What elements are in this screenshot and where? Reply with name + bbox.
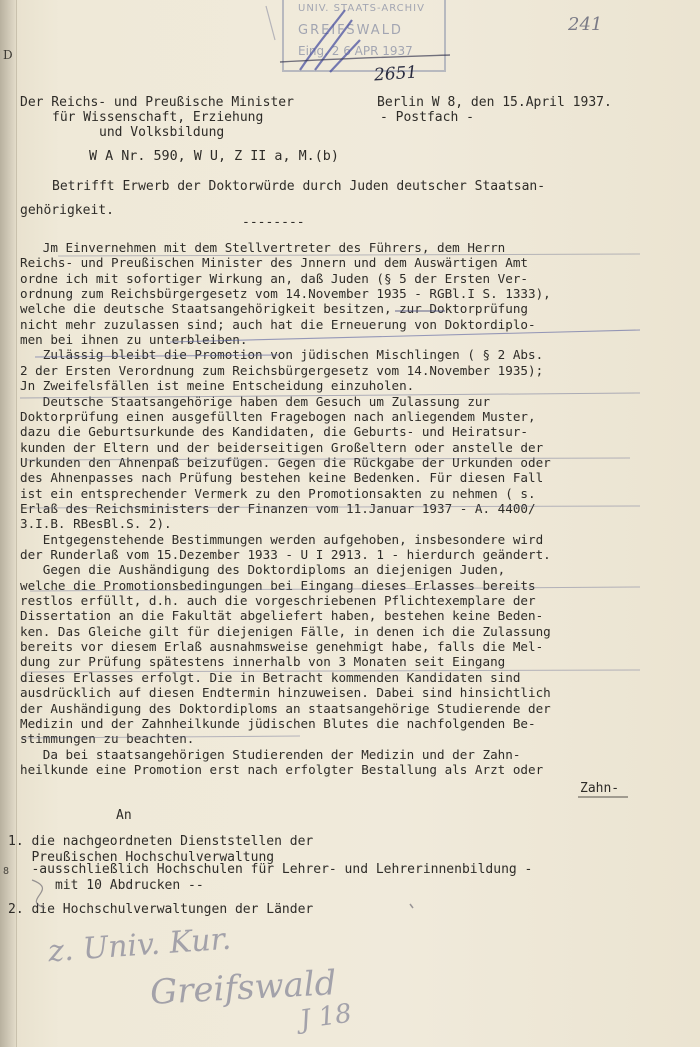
- body-line: Gegen die Aushändigung des Doktordiploms an diejenigen Juden,: [20, 562, 506, 578]
- entry-number: 2651: [373, 62, 418, 86]
- body-line: 2 der Ersten Verordnung zum Reichsbürgergesetz vom 14.November 1935);: [20, 362, 544, 378]
- body-line: des Ahnenpasses nach Prüfung bestehen keine Bedenken. Für diesen Fall: [20, 470, 544, 486]
- body-line: ken. Das Gleiche gilt für diejenigen Fälle, in denen ich die Zulassung: [20, 623, 551, 639]
- body-line: Da bei staatsangehörigen Studierenden der Medizin und der Zahn-: [20, 746, 521, 762]
- body-line: Urkunden den Ahnenpaß beizufügen. Gegen die Rückgabe der Urkunden oder: [20, 454, 551, 470]
- margin-letter: D: [3, 48, 13, 62]
- margin-note: 8: [3, 866, 10, 877]
- body-line: Erlaß des Reichsministers der Finanzen vom 11.Januar 1937 - A. 4400/: [20, 500, 536, 516]
- body-line: dieses Erlasses erfolgt. Die in Betracht kommenden Kandidaten sind: [20, 669, 521, 685]
- body-line: nicht mehr zuzulassen sind; auch hat die Erneuerung von Doktordiplo-: [20, 316, 536, 332]
- body-line: ausdrücklich auf diesen Endtermin hinzuweisen. Dabei sind hinsichtlich: [20, 685, 551, 701]
- body-line: ordne ich mit sofortiger Wirkung an, daß Juden (§ 5 der Ersten Ver-: [20, 270, 528, 286]
- body-line: Zulässig bleibt die Promotion von jüdischen Mischlingen ( § 2 Abs.: [20, 347, 544, 363]
- postbox: - Postfach -: [380, 110, 474, 125]
- subject-line-2: gehörigkeit.: [20, 203, 114, 218]
- addressee-line-4: mit 10 Abdrucken --: [8, 878, 204, 893]
- addressee-label: An: [116, 808, 132, 823]
- body-line: Medizin und der Zahnheilkunde jüdischen Blutes die nachfolgenden Be-: [20, 715, 536, 731]
- body-line: stimmungen zu beachten.: [20, 731, 195, 747]
- body-line: Entgegenstehende Bestimmungen werden aufgehoben, insbesondere wird: [20, 531, 544, 547]
- body-line: welche die Promotionsbedingungen bei Eingang dieses Erlasses bereits: [20, 577, 536, 593]
- catchword: Zahn-: [580, 781, 620, 796]
- pencil-note-line-1: z. Univ. Kur.: [47, 921, 233, 970]
- body-line: kunden der Eltern und der beiderseitigen Großeltern oder anstelle der: [20, 439, 544, 455]
- stamp-line-2: GREIFSWALD: [298, 23, 403, 38]
- sender-line-1: Der Reichs- und Preußische Minister: [20, 95, 294, 110]
- body-line: restlos erfüllt, d.h. auch die vorgeschriebenen Pflichtexemplare der: [20, 593, 536, 609]
- pencil-note-line-2: Greifswald: [149, 963, 338, 1013]
- body-line: Doktorprüfung einen ausgefüllten Fragebogen nach anliegendem Muster,: [20, 408, 536, 424]
- body-line: heilkunde eine Promotion erst nach erfolgter Bestallung als Arzt oder: [20, 761, 544, 777]
- separator: --------: [242, 215, 305, 230]
- body-line: der Runderlaß vom 15.Dezember 1933 - U I 2913. 1 - hierdurch geändert.: [20, 547, 551, 562]
- body-line: ordnung zum Reichsbürgergesetz vom 14.November 1935 - RGBl.I S. 1333),: [20, 286, 551, 302]
- body-line: Deutsche Staatsangehörige haben dem Gesuch um Zulassung zur: [20, 393, 491, 409]
- body-line: ist ein entsprechender Vermerk zu den Promotionsakten zu nehmen ( s.: [20, 485, 536, 501]
- addressee-line-1: 1. die nachgeordneten Dienststellen der: [8, 834, 314, 849]
- body-line: Jm Einvernehmen mit dem Stellvertreter des Führers, dem Herrn: [20, 240, 506, 255]
- body-line: dazu die Geburtsurkunde des Kandidaten, die Geburts- und Heiratsur-: [20, 424, 528, 440]
- archive-number: 241: [568, 14, 603, 35]
- stamp-line-1: UNIV. STAATS-ARCHIV: [298, 3, 425, 14]
- sender-line-2: für Wissenschaft, Erziehung: [52, 110, 264, 125]
- addressee-line-2: Preußischen Hochschulverwaltung: [8, 850, 275, 865]
- addressee-line-3: -ausschließlich Hochschulen für Lehrer- und Lehrerinnenbildung -: [8, 862, 533, 877]
- body-line: 3.I.B. RBesBl.S. 2).: [20, 516, 172, 532]
- body-line: Reichs- und Preußischen Minister des Jnnern und dem Auswärtigen Amt: [20, 255, 528, 271]
- sender-line-3: und Volksbildung: [99, 125, 225, 140]
- body-line: dung zur Prüfung spätestens innerhalb von 3 Monaten seit Eingang: [20, 654, 506, 670]
- body-line: Jn Zweifelsfällen ist meine Entscheidung einzuholen.: [20, 378, 415, 394]
- place-date: Berlin W 8, den 15.April 1937.: [377, 95, 612, 110]
- subject-line-1: Betrifft Erwerb der Doktorwürde durch Juden deutscher Staatsan-: [52, 179, 546, 194]
- body-line: men bei ihnen zu unterbleiben.: [20, 332, 248, 348]
- body-line: welche die deutsche Staatsangehörigkeit besitzen, zur Doktorprüfung: [20, 301, 528, 317]
- body-line: Dissertation an die Fakultät abgeliefert haben, bestehen keine Beden-: [20, 608, 544, 624]
- body-line: bereits vor diesem Erlaß ausnahmsweise genehmigt habe, falls die Mel-: [20, 639, 544, 655]
- body-line: der Aushändigung des Doktordiploms an staatsangehörige Studierende der: [20, 700, 551, 716]
- addressee-line-5: 2. die Hochschulverwaltungen der Länder: [8, 902, 314, 917]
- pencil-note-line-3: J 18: [298, 998, 354, 1036]
- reference-number: W A Nr. 590, W U, Z II a, M.(b): [89, 149, 339, 164]
- stamp-line-3: Eing. 2 6 APR 1937: [298, 44, 413, 58]
